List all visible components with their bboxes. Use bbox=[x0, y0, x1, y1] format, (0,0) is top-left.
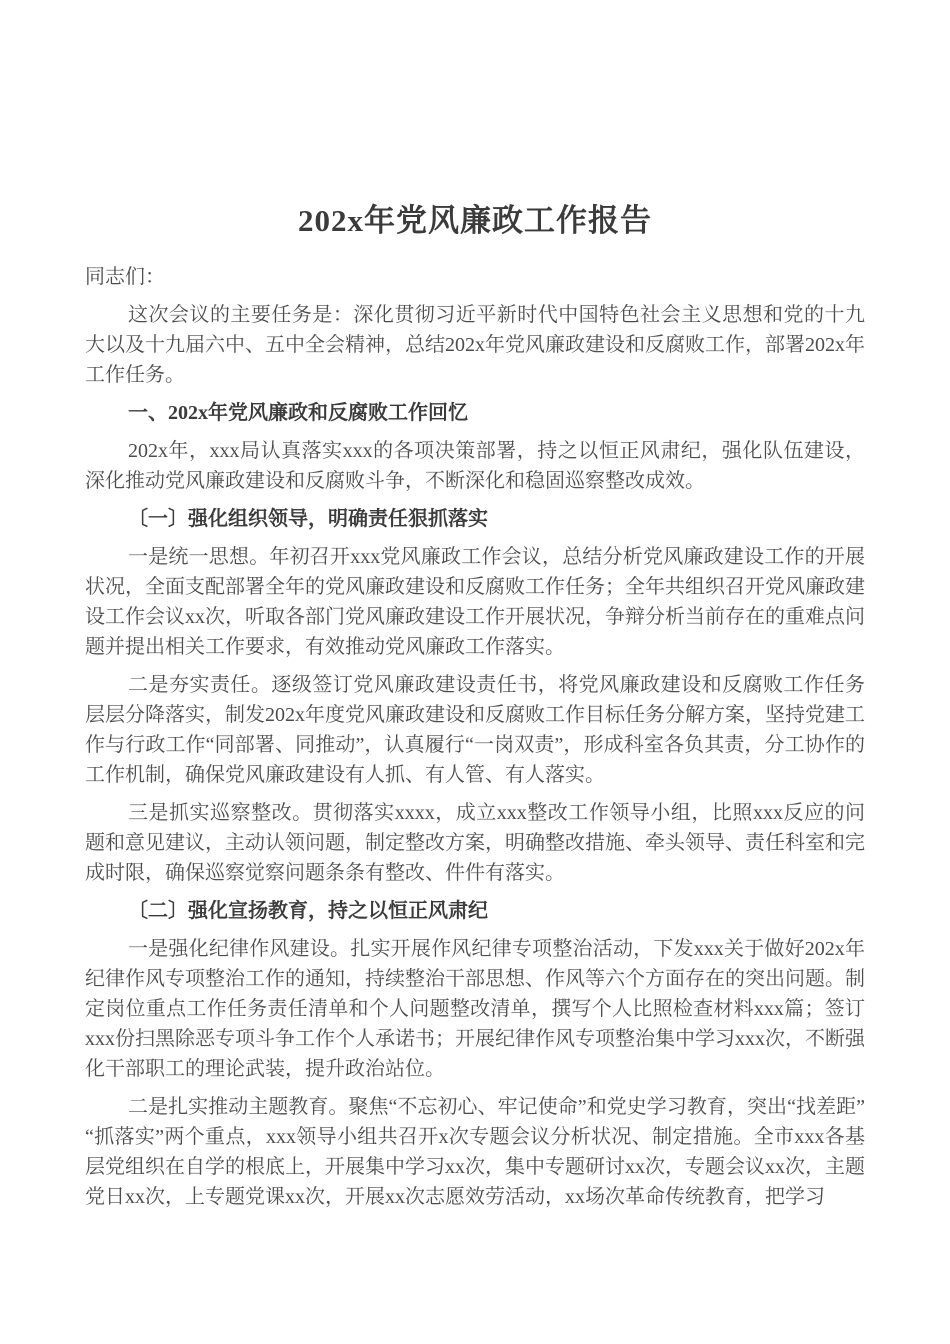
document-title: 202x年党风廉政工作报告 bbox=[298, 203, 652, 238]
salutation: 同志们： bbox=[85, 266, 165, 288]
section-heading-1: 一、202x年党风廉政和反腐败工作回忆 bbox=[128, 402, 468, 424]
subsection-heading-1-1: 〔一〕强化组织领导，明确责任狠抓落实 bbox=[128, 508, 488, 530]
paragraph-unify-thought: 一是统一思想。年初召开xxx党风廉政工作会议，总结分析党风廉政建设工作的开展状况，全面支配部署全年的党风廉政建设和反腐败工作任务；全年共组织召开党风廉政建设工作会议xx次，听取各部门党风廉政建设工作开展状况，争辩分析当前存在的重难点问题并提出相关工作要求，有效推动党风廉政工作落实。 bbox=[85, 546, 865, 658]
paragraph-section1-overview: 202x年，xxx局认真落实xxx的各项决策部署，持之以恒正风肃纪，强化队伍建设，深化推动党风廉政建设和反腐败斗争，不断深化和稳固巡察整改成效。 bbox=[85, 440, 865, 492]
paragraph-consolidate-responsibility: 二是夯实责任。逐级签订党风廉政建设责任书，将党风廉政建设和反腐败工作任务层层分降落实，制发202x年度党风廉政建设和反腐败工作目标任务分解方案，坚持党建工作与行政工作“同部署、同推动”，认真履行“一岗双责”，形成科室各负其责，分工协作的工作机制，确保党风廉政建设有人抓、有人管、有人落实。 bbox=[85, 674, 865, 786]
paragraph-discipline-work-style: 一是强化纪律作风建设。扎实开展作风纪律专项整治活动，下发xxx关于做好202x年纪律作风专项整治工作的通知，持续整治干部思想、作风等六个方面存在的突出问题。制定岗位重点工作任务责任清单和个人问题整改清单，撰写个人比照检查材料xxx篇；签订xxx份扫黑除恶专项斗争工作个人承诺书；开展纪律作风专项整治集中学习xxx次，不断强化干部职工的理论武装，提升政治站位。 bbox=[85, 938, 865, 1080]
paragraph-theme-education: 二是扎实推动主题教育。聚焦“不忘初心、牢记使命”和党史学习教育，突出“找差距”“抓落实”两个重点，xxx领导小组共召开x次专题会议分析状况、制定措施。全市xxx各基层党组织在自学的根底上，开展集中学习xx次，集中专题研讨xx次，专题会议xx次，主题党日xx次，上专题党课xx次，开展xx次志愿效劳活动，xx场次革命传统教育，把学习 bbox=[85, 1096, 865, 1208]
paragraph-intro: 这次会议的主要任务是：深化贯彻习近平新时代中国特色社会主义思想和党的十九大以及十九届六中、五中全会精神，总结202x年党风廉政建设和反腐败工作，部署202x年工作任务。 bbox=[85, 304, 865, 386]
subsection-heading-1-2: 〔二〕强化宣扬教育，持之以恒正风肃纪 bbox=[128, 900, 488, 922]
paragraph-inspection-rectification: 三是抓实巡察整改。贯彻落实xxxx，成立xxx整改工作领导小组，比照xxx反应的问题和意见建议，主动认领问题，制定整改方案，明确整改措施、牵头领导、责任科室和完成时限，确保巡察觉察问题条条有整改、件件有落实。 bbox=[85, 802, 865, 884]
